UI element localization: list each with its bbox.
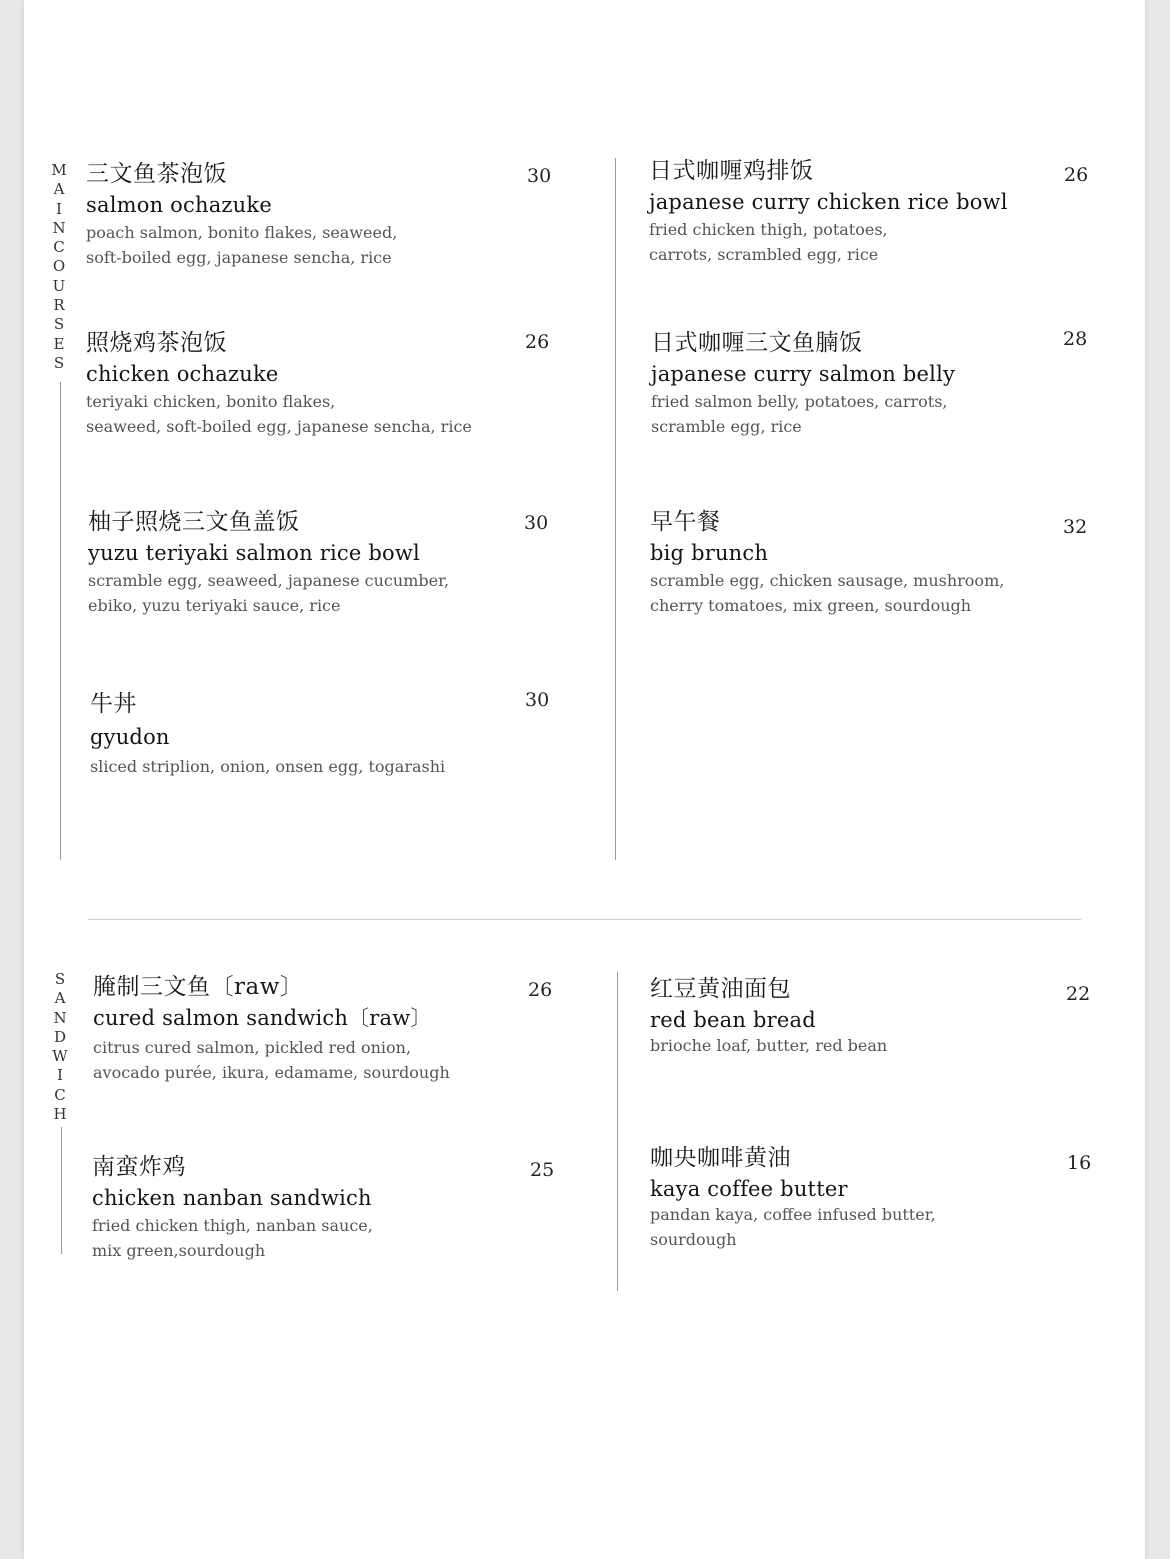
item-description [650,1033,887,1058]
item-description [86,389,472,439]
item-chinese-name: 红豆黄油面包 [650,976,791,1002]
label-letter: I [57,1066,63,1085]
item-english-name: salmon ochazuke [86,193,272,217]
section-divider [88,919,1081,920]
item-price: 26 [1064,164,1089,186]
item-price: 26 [525,331,550,353]
sandwich-center-divider [617,972,618,1291]
label-letter: H [53,1105,67,1124]
item-price: 32 [1063,516,1088,538]
menu-item [86,329,472,439]
item-description [90,754,445,779]
label-letter: U [52,276,66,295]
item-english-name: big brunch [650,541,769,565]
menu-item [650,975,887,1058]
description-line: scramble egg, rice [651,417,802,436]
item-description [650,568,1004,618]
label-letter: N [53,1008,67,1027]
label-letter: S [53,315,65,334]
sandwich-rule [61,1127,62,1254]
item-description [93,1035,450,1085]
item-english-name: red bean bread [650,1008,816,1032]
description-line: scramble egg, seaweed, japanese cucumber, [88,571,450,590]
item-price: 30 [524,512,549,534]
description-line: ebiko, yuzu teriyaki sauce, rice [88,596,341,615]
description-line: fried chicken thigh, nanban sauce, [92,1216,373,1235]
label-letter: S [54,970,66,988]
label-letter: I [56,199,62,218]
item-chinese-name: 南蛮炸鸡 [92,1154,186,1180]
item-price: 30 [525,689,550,711]
description-line: poach salmon, bonito flakes, seaweed, [86,223,398,242]
menu-item [651,329,955,439]
description-line: brioche loaf, butter, red bean [650,1036,888,1055]
menu-item [92,1153,373,1263]
item-chinese-name: 三文鱼茶泡饭 [86,161,227,187]
menu-item [90,690,445,779]
description-line: pandan kaya, coffee infused butter, [650,1205,936,1224]
description-line: mix green,sourdough [92,1241,266,1260]
item-chinese-name: 日式咖喱鸡排饭 [649,158,814,184]
menu-item [650,1144,936,1252]
item-english-name: yuzu teriyaki salmon rice bowl [88,541,420,565]
label-letter: R [53,296,65,315]
label-letter: A [53,180,65,199]
label-letter: M [51,161,67,179]
item-price: 30 [527,165,552,187]
main-courses-label [51,161,67,373]
item-english-name: kaya coffee butter [650,1177,848,1201]
label-letter: D [53,1027,67,1046]
item-english-name: chicken ochazuke [86,362,279,386]
item-chinese-name: 日式咖喱三文鱼腩饭 [651,330,863,356]
label-letter: W [52,1047,68,1066]
description-line: teriyaki chicken, bonito flakes, [86,392,336,411]
label-letter: N [52,218,66,237]
description-line: soft-boiled egg, japanese sencha, rice [86,248,392,267]
main-courses-rule [60,382,61,860]
label-letter: S [53,353,65,372]
item-english-name: gyudon [90,725,170,749]
item-description [649,217,1008,267]
label-letter: O [52,257,66,276]
item-chinese-name: 咖央咖啡黄油 [650,1145,791,1171]
menu-item [88,508,449,618]
sandwich-label [52,970,68,1124]
item-chinese-name: 牛丼 [90,691,137,717]
item-chinese-name: 照烧鸡茶泡饭 [86,330,227,356]
menu-item [650,508,1004,618]
description-line: cherry tomatoes, mix green, sourdough [650,596,972,615]
item-price: 26 [528,979,553,1001]
description-line: seaweed, soft-boiled egg, japanese sencha, rice [86,417,472,436]
description-line: sliced striplion, onion, onsen egg, togarashi [90,757,446,776]
description-line: scramble egg, chicken sausage, mushroom, [650,571,1005,590]
item-english-name: cured salmon sandwich〔raw〕 [93,1006,432,1030]
item-description [88,568,449,618]
item-chinese-name: 早午餐 [650,509,721,535]
menu-item [86,160,397,270]
label-letter: A [54,989,66,1008]
item-chinese-name: 柚子照烧三文鱼盖饭 [88,509,300,535]
item-description [650,1202,936,1252]
description-line: carrots, scrambled egg, rice [649,245,879,264]
description-line: sourdough [650,1230,737,1249]
description-line: citrus cured salmon, pickled red onion, [93,1038,412,1057]
menu-item [649,157,1008,267]
item-english-name: chicken nanban sandwich [92,1186,372,1210]
description-line: avocado purée, ikura, edamame, sourdough [93,1063,450,1082]
label-letter: C [53,238,65,257]
item-description [86,220,397,270]
item-price: 25 [530,1159,555,1181]
menu-item [93,973,450,1085]
item-english-name: japanese curry salmon belly [651,362,956,386]
item-description [92,1213,373,1263]
item-chinese-name: 腌制三文鱼〔raw〕 [93,974,304,1000]
item-price: 22 [1066,983,1091,1005]
label-letter: E [53,334,65,353]
description-line: fried salmon belly, potatoes, carrots, [651,392,948,411]
item-english-name: japanese curry chicken rice bowl [649,190,1008,214]
description-line: fried chicken thigh, potatoes, [649,220,888,239]
main-center-divider [615,158,616,860]
label-letter: C [54,1085,66,1104]
item-price: 16 [1067,1152,1092,1174]
item-description [651,389,955,439]
item-price: 28 [1063,328,1088,350]
